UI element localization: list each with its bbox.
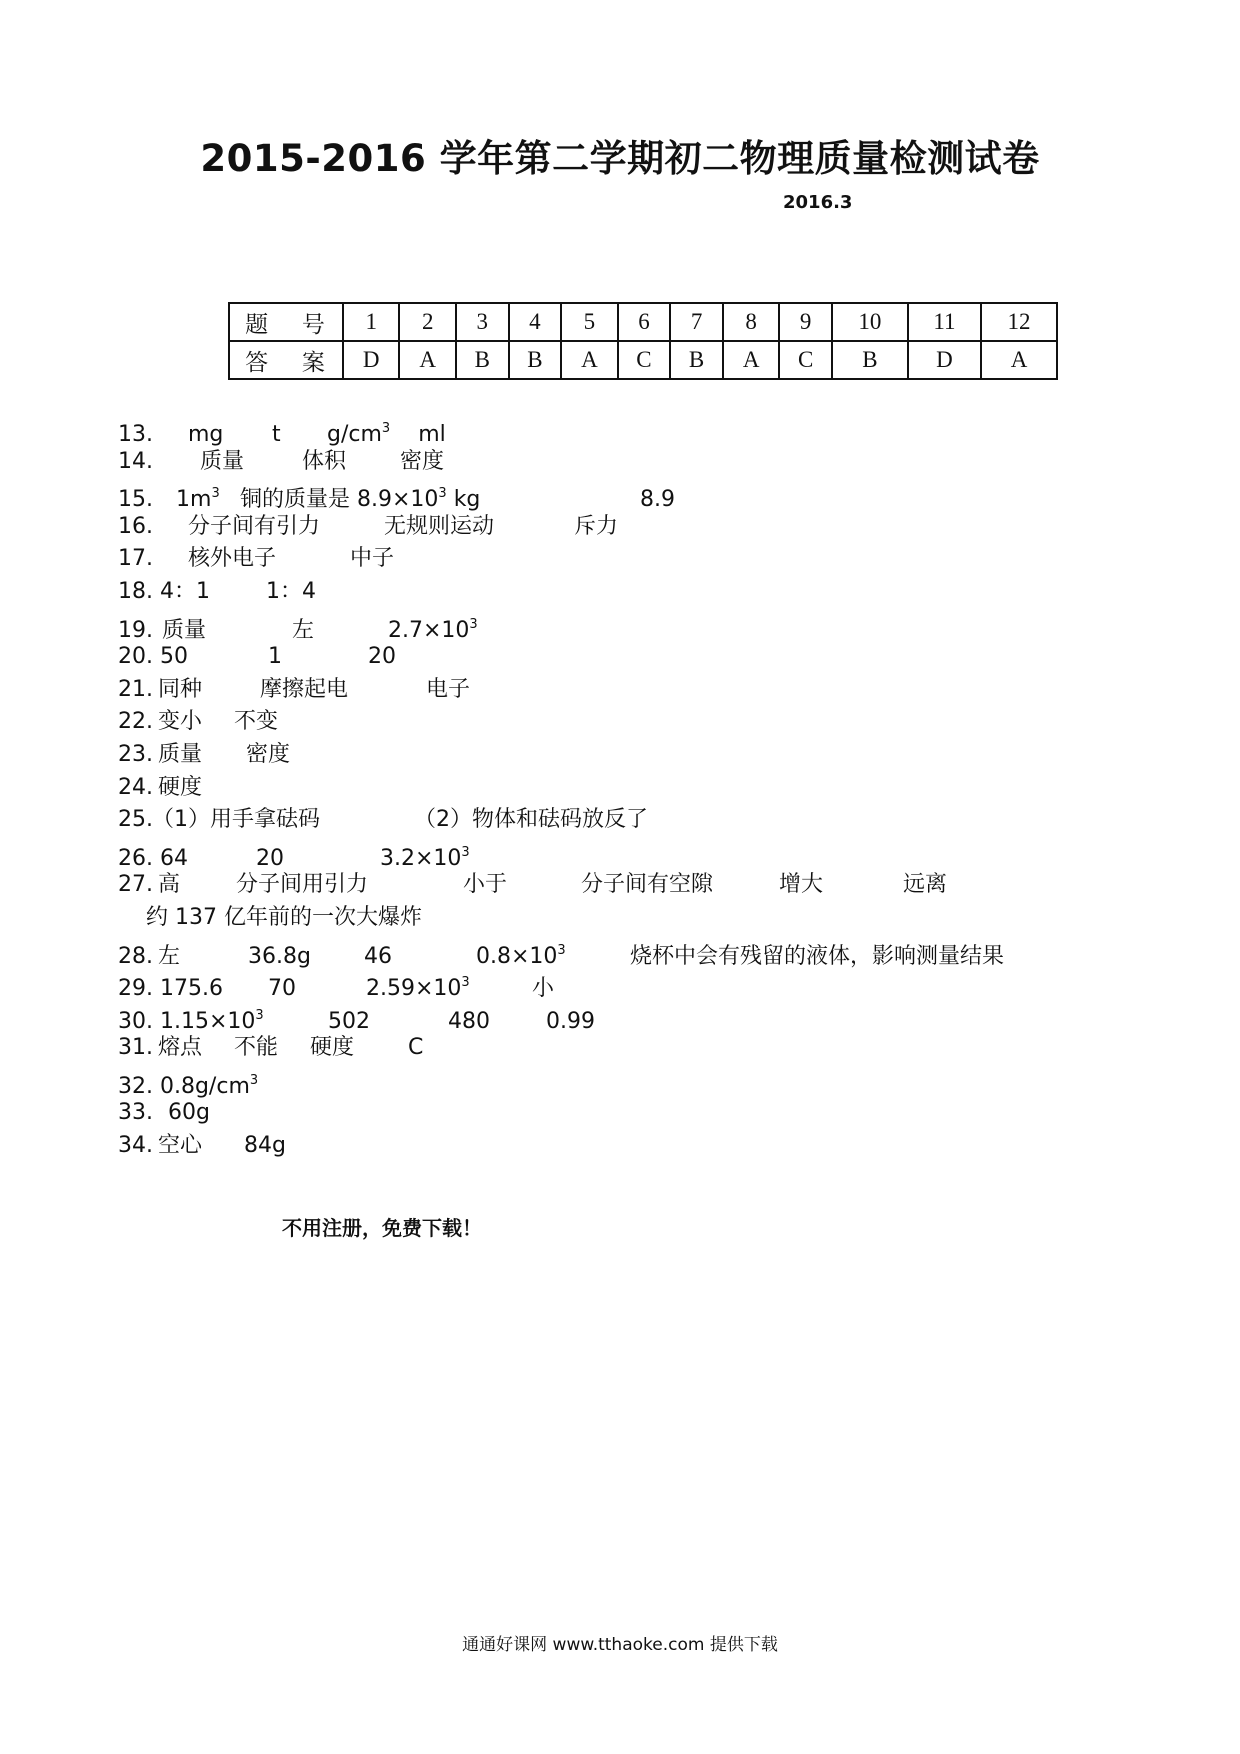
superscript: 3: [469, 616, 478, 632]
answer-text: 480: [448, 1008, 490, 1034]
answer-text: 电子: [426, 676, 471, 702]
answer-line-25: [118, 804, 1004, 837]
answer-table: [228, 302, 1058, 380]
answer-text: 摩擦起电: [260, 676, 349, 702]
question-num: 28.: [118, 943, 153, 969]
question-num: 16.: [118, 513, 153, 539]
answer-text: 左: [292, 617, 315, 643]
answer-line-15: [118, 478, 1004, 511]
question-number-row: [229, 303, 1057, 341]
answer-text: 小: [532, 976, 555, 1002]
answer-line-16: [118, 511, 1004, 544]
answer-line-28: [118, 935, 1004, 968]
answer-cell: D: [343, 341, 399, 379]
answer-text: 0.8×10: [476, 943, 558, 969]
answer-line-27: [118, 869, 1004, 902]
answer-cell: A: [561, 341, 617, 379]
question-num: 21.: [118, 676, 153, 702]
footer-text: 通通好课网 www.tthaoke.com 提供下载: [462, 1635, 778, 1655]
answer-cell: C: [779, 341, 832, 379]
answer-cell: B: [832, 341, 908, 379]
row-header-answer: 答 案: [229, 341, 343, 379]
answer-text: 左: [158, 943, 181, 969]
answer-text: 约 137 亿年前的一次大爆炸: [146, 904, 422, 930]
answer-text: 46: [364, 943, 392, 969]
answer-text: g/cm: [327, 422, 382, 447]
answer-text: 70: [268, 976, 296, 1002]
answer-list: [118, 413, 1004, 1163]
question-num: 27.: [118, 872, 153, 898]
question-num: 15.: [118, 487, 153, 513]
answer-text: 熔点: [158, 1035, 203, 1061]
answer-text: 1m: [176, 487, 212, 513]
answer-cell: D: [908, 341, 981, 379]
answer-text: 分子间有空隙: [581, 872, 714, 898]
answer-text: 远离: [903, 872, 948, 898]
answer-text: 2.59×10: [366, 976, 462, 1002]
answer-text: 36.8g: [248, 943, 311, 969]
answer-text: 质量: [162, 617, 207, 643]
question-num: 18. 4：1: [118, 578, 210, 604]
answer-text: （1）用手拿砝码: [152, 807, 320, 833]
answer-cell: A: [399, 341, 455, 379]
answer-text: 84g: [244, 1133, 286, 1159]
question-num: 19.: [118, 617, 153, 643]
answer-text: 60g: [168, 1100, 210, 1126]
answer-cell: B: [509, 341, 562, 379]
superscript: 3: [557, 942, 566, 958]
question-number: 2: [399, 303, 455, 341]
answer-text: 变小: [158, 709, 203, 735]
answer-cell: B: [670, 341, 723, 379]
answer-text: 密度: [246, 741, 291, 767]
answer-line-32: [118, 1065, 1004, 1098]
answer-text: 体积: [302, 448, 347, 474]
answer-line-24: [118, 772, 1004, 805]
question-number: 1: [343, 303, 399, 341]
answer-text: 1：4: [266, 578, 316, 604]
answer-line-17: [118, 543, 1004, 576]
answer-text: 1: [268, 644, 282, 670]
question-num: 34.: [118, 1133, 153, 1159]
superscript: 3: [461, 975, 470, 991]
answer-row: [229, 341, 1057, 379]
answer-cell: A: [723, 341, 779, 379]
page-title: 2015-2016 学年第二学期初二物理质量检测试卷: [200, 137, 1040, 180]
answer-line-21: [118, 674, 1004, 707]
answer-line-34: [118, 1130, 1004, 1163]
answer-line-23: [118, 739, 1004, 772]
answer-text: 铜的质量是 8.9×10: [240, 487, 439, 513]
answer-text: 密度: [400, 448, 445, 474]
answer-text: ml: [418, 422, 446, 447]
question-num: 13.: [118, 422, 153, 447]
question-num: 33.: [118, 1100, 153, 1126]
answer-text: 8.9: [640, 487, 675, 513]
answer-line-30: [118, 1000, 1004, 1033]
answer-text: 质量: [158, 741, 203, 767]
answer-text: 核外电子: [188, 546, 277, 572]
question-number: 4: [509, 303, 562, 341]
answer-line-14: [118, 446, 1004, 479]
question-number: 6: [618, 303, 671, 341]
answer-text: 斥力: [574, 513, 619, 539]
exam-date: 2016.3: [783, 192, 853, 213]
superscript: 3: [381, 421, 391, 436]
answer-line-18: [118, 576, 1004, 609]
answer-text: 分子间用引力: [236, 872, 369, 898]
answer-text: 同种: [158, 676, 203, 702]
question-num: 22.: [118, 709, 153, 735]
answer-text: mg: [188, 422, 224, 447]
answer-text: t: [272, 422, 281, 447]
answer-line-22: [118, 706, 1004, 739]
superscript: 3: [211, 486, 220, 502]
promo-text: 不用注册，免费下载！: [282, 1216, 482, 1240]
question-num: 31.: [118, 1035, 153, 1061]
answer-text: 增大: [779, 872, 824, 898]
answer-text: 2.7×10: [388, 617, 470, 643]
unit-text: kg: [446, 487, 481, 513]
answer-text: 小于: [463, 872, 508, 898]
question-number: 10: [832, 303, 908, 341]
question-number: 8: [723, 303, 779, 341]
answer-line-13: [118, 413, 1004, 446]
superscript: 3: [255, 1007, 264, 1023]
answer-text: 502: [328, 1008, 370, 1034]
answer-text: 空心: [158, 1133, 203, 1159]
answer-text: 3.2×10: [380, 845, 462, 871]
superscript: 3: [249, 1072, 259, 1088]
question-number: 5: [561, 303, 617, 341]
question-num: 20. 50: [118, 644, 188, 670]
answer-text: 硬度: [310, 1035, 355, 1061]
answer-text: 0.99: [546, 1008, 595, 1034]
answer-text: 质量: [200, 448, 245, 474]
question-num: 23.: [118, 741, 153, 767]
question-num: 30. 1.15×10: [118, 1008, 256, 1034]
superscript: 3: [461, 844, 470, 860]
answer-line-20: [118, 641, 1004, 674]
question-num: 17.: [118, 546, 153, 572]
question-number: 9: [779, 303, 832, 341]
question-number: 12: [981, 303, 1057, 341]
question-number: 7: [670, 303, 723, 341]
answer-line-19: [118, 609, 1004, 642]
answer-line-26: [118, 837, 1004, 870]
answer-text: 不能: [234, 1035, 279, 1061]
answer-line-27-cont: [118, 902, 1004, 935]
answer-text: 20: [368, 644, 396, 670]
question-num: 24.: [118, 774, 153, 800]
answer-text: 烧杯中会有残留的液体，影响测量结果: [630, 943, 1005, 969]
question-num: 25.: [118, 807, 153, 833]
answer-text: C: [408, 1035, 424, 1061]
question-number: 3: [456, 303, 509, 341]
answer-text: 不变: [234, 709, 279, 735]
answer-text: [388, 609, 478, 648]
answer-text: （2）物体和砝码放反了: [414, 807, 648, 833]
question-num: 32. 0.8g/cm: [118, 1073, 250, 1099]
question-num: 29. 175.6: [118, 976, 223, 1002]
row-header-number: 题 号: [229, 303, 343, 341]
answer-text: 20: [256, 845, 284, 871]
answer-cell: C: [618, 341, 671, 379]
answer-text: 分子间有引力: [188, 513, 321, 539]
superscript: 3: [438, 486, 447, 502]
answer-cell: B: [456, 341, 509, 379]
question-num: 26. 64: [118, 845, 188, 871]
answer-text: 无规则运动: [384, 513, 495, 539]
question-num: 14.: [118, 448, 153, 474]
answer-text: 中子: [350, 546, 395, 572]
question-number: 11: [908, 303, 981, 341]
answer-text: 硬度: [158, 774, 203, 800]
answer-cell: A: [981, 341, 1057, 379]
answer-text: 高: [158, 872, 181, 898]
